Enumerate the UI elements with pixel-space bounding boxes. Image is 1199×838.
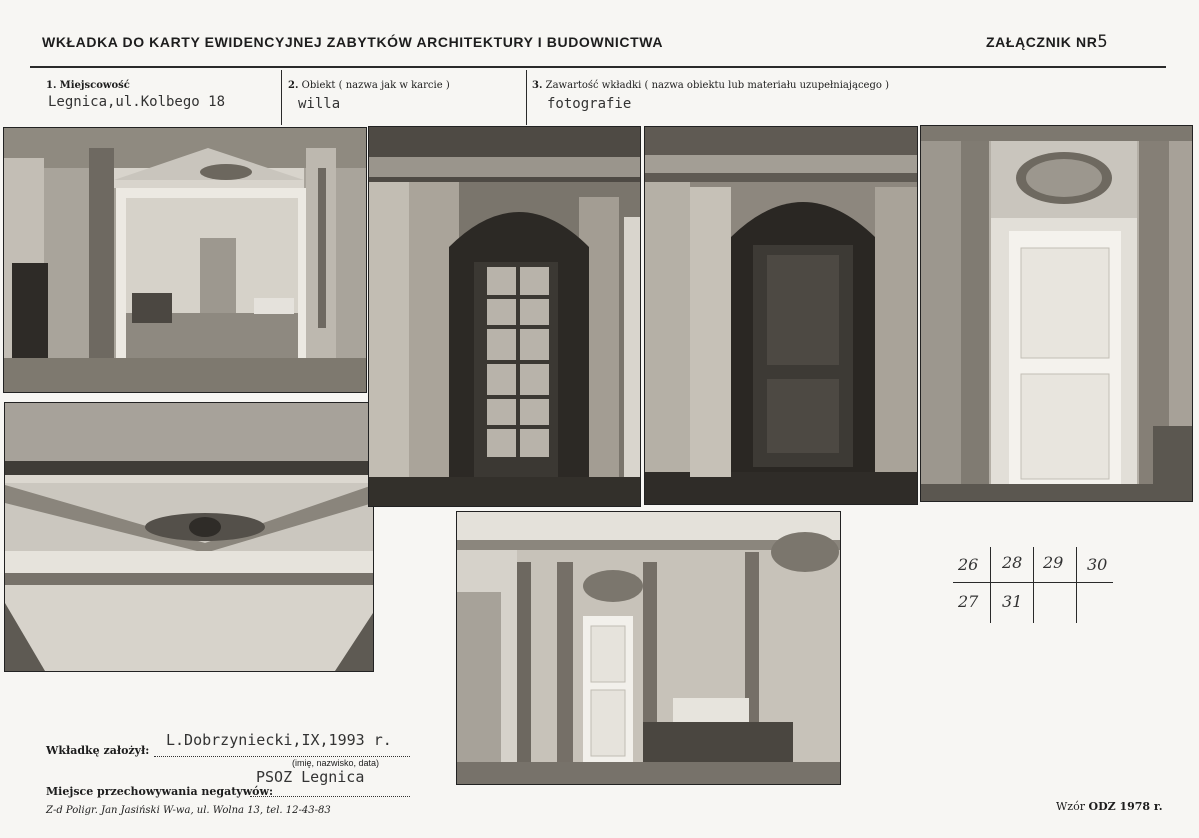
document-title: WKŁADKA DO KARTY EWIDENCYJNEJ ZABYTKÓW ARCHITEKTURY I BUDOWNICTWA xyxy=(42,34,664,50)
field-divider-1 xyxy=(281,70,282,125)
field-object-value: willa xyxy=(298,96,341,112)
form-code-value: ODZ 1978 r. xyxy=(1088,800,1163,813)
field-object-label xyxy=(288,80,450,91)
created-by-label: Wkładkę założył: xyxy=(46,744,150,757)
grid-cell-r1c3: 29 xyxy=(1043,553,1064,572)
field-contents-number: 3. xyxy=(532,80,543,91)
grid-line-v2 xyxy=(1033,547,1034,623)
created-by-value: L.Dobrzyniecki,IX,1993 r. xyxy=(166,731,392,749)
field-object-note: ( nazwa jak w karcie ) xyxy=(338,80,450,91)
field-object-number: 2. xyxy=(288,80,299,91)
grid-line-v3 xyxy=(1076,547,1077,623)
field-divider-2 xyxy=(526,70,527,125)
form-code xyxy=(1056,800,1163,813)
storage-value: PSOZ Legnica xyxy=(256,768,365,786)
photo-room-fireplace xyxy=(456,511,841,785)
field-contents-value: fotografie xyxy=(547,96,632,112)
field-contents-note: ( nazwa obiektu lub materiału uzupełniającego ) xyxy=(644,80,889,91)
storage-line xyxy=(250,792,410,797)
grid-cell-r1c1: 26 xyxy=(958,555,979,574)
annex-label-text: ZAŁĄCZNIK NR xyxy=(986,34,1098,50)
field-location-number: 1. xyxy=(46,80,57,91)
field-location-label xyxy=(46,80,130,91)
photo-white-door xyxy=(920,125,1193,502)
created-by-line xyxy=(154,752,410,757)
printer-note: Z-d Poligr. Jan Jasiński W-wa, ul. Wolna 13, tel. 12-43-83 xyxy=(46,805,331,816)
grid-cell-r2c1: 27 xyxy=(958,592,979,611)
field-object-caption: Obiekt xyxy=(301,80,336,91)
annex-label xyxy=(986,32,1108,52)
photo-wooden-door xyxy=(644,126,918,505)
storage-label: Miejsce przechowywania negatywów: xyxy=(46,785,274,798)
field-location-value: Legnica,ul.Kolbego 18 xyxy=(48,94,226,110)
field-contents-label xyxy=(532,80,889,91)
grid-cell-r1c2: 28 xyxy=(1002,553,1023,572)
header-rule xyxy=(30,66,1166,68)
photo-glazed-door xyxy=(368,126,641,507)
grid-cell-r1c4: 30 xyxy=(1087,555,1108,574)
grid-cell-r2c2: 31 xyxy=(1002,592,1023,611)
field-contents-caption: Zawartość wkładki xyxy=(545,80,642,91)
created-by-hint: (imię, nazwisko, data) xyxy=(292,758,380,768)
annex-number: 5 xyxy=(1097,32,1109,52)
photo-cornice-detail xyxy=(4,402,374,672)
field-location-caption: Miejscowość xyxy=(59,80,130,91)
form-code-label: Wzór xyxy=(1056,800,1085,813)
photo-doorway-room xyxy=(3,127,367,393)
grid-line-v1 xyxy=(990,547,991,623)
